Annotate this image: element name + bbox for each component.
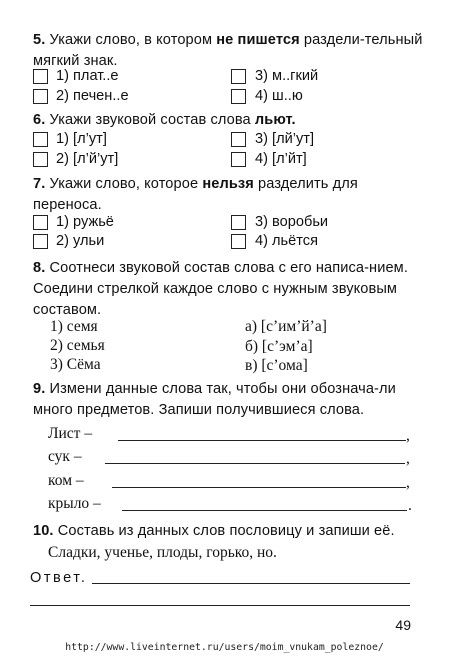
comma: , [406,450,410,467]
checkbox-q6-4[interactable] [231,152,246,167]
question-text: Соотнеси звуковой состав слова с его написа-нием. Соедини стрелкой каждое слово с нужным звуковым составом. [33,260,408,318]
answer-line-2[interactable] [105,463,405,464]
option-q5-4: 4) ш..ю [255,88,303,104]
option-q7-3: 3) воробьи [255,214,329,230]
question-6 [33,110,423,131]
word-2: сук – [48,448,82,465]
option-q5-1: 1) плат..е [56,68,119,84]
option-q7-2: 2) ульи [56,233,105,249]
match-sound-a: а) [с’им’й’а] [245,318,327,335]
match-word-3: 3) Сёма [50,356,101,373]
question-7 [33,174,423,216]
question-emphasis: льют. [254,112,296,128]
question-text: раздели-тельный мягкий знак. [33,32,423,69]
comma: , [406,474,410,491]
checkbox-q5-3[interactable] [231,69,246,84]
checkbox-q7-2[interactable] [33,234,48,249]
checkbox-q7-4[interactable] [231,234,246,249]
question-number: 8. [33,260,46,276]
question-emphasis: нельзя [202,176,254,192]
checkbox-q6-2[interactable] [33,152,48,167]
checkbox-q5-4[interactable] [231,89,246,104]
option-q6-2: 2) [л’й’ут] [56,151,119,167]
checkbox-q6-1[interactable] [33,132,48,147]
answer-line-5[interactable] [92,583,410,584]
question-number: 7. [33,176,46,192]
question-text: Укажи слово, в котором [49,32,213,48]
question-emphasis: не пишется [216,32,300,48]
match-sound-b: б) [с’эм’а] [245,338,313,355]
page-number: 49 [395,617,411,633]
footer-url[interactable]: http://www.liveinternet.ru/users/moim_vnukam_poleznoe/ [65,642,384,653]
match-word-2: 2) семья [50,337,105,354]
answer-line-6[interactable] [30,605,410,606]
period: . [408,497,412,514]
match-sound-c: в) [с’ома] [245,357,308,374]
question-9 [33,379,423,421]
option-q6-3: 3) [лй’ут] [255,131,315,147]
answer-label: Ответ. [30,570,88,586]
option-q6-4: 4) [л’йт] [255,151,307,167]
option-q7-1: 1) ружьё [56,214,114,230]
question-5 [33,30,423,72]
checkbox-q6-3[interactable] [231,132,246,147]
word-1: Лист – [48,425,93,442]
match-word-1: 1) семя [50,318,98,335]
answer-line-4[interactable] [122,510,407,511]
question-text: Измени данные слова так, чтобы они обознача-ли много предметов. Запиши получившиеся слова. [33,381,396,418]
checkbox-q5-1[interactable] [33,69,48,84]
option-q5-2: 2) печен..е [56,88,129,104]
checkbox-q5-2[interactable] [33,89,48,104]
question-number: 5. [33,32,46,48]
checkbox-q7-3[interactable] [231,215,246,230]
checkbox-q7-1[interactable] [33,215,48,230]
option-q5-3: 3) м..гкий [255,68,319,84]
question-text: Составь из данных слов пословицу и запиши её. [57,523,395,539]
option-q7-4: 4) льётся [255,233,318,249]
question-number: 9. [33,381,46,397]
question-text: Укажи слово, которое [49,176,199,192]
question-text: Укажи звуковой состав слова [49,112,251,128]
word-3: ком – [48,472,84,489]
option-q6-1: 1) [л’ут] [56,131,107,147]
comma: , [406,427,410,444]
question-number: 10. [33,523,54,539]
answer-line-1[interactable] [118,440,406,441]
proverb-words: Сладки, ученье, плоды, горько, но. [48,544,277,561]
question-10 [33,521,423,542]
question-text: разделить для переноса. [33,176,358,213]
answer-line-3[interactable] [112,487,406,488]
question-8 [33,258,423,321]
question-number: 6. [33,112,46,128]
word-4: крыло – [48,495,101,512]
